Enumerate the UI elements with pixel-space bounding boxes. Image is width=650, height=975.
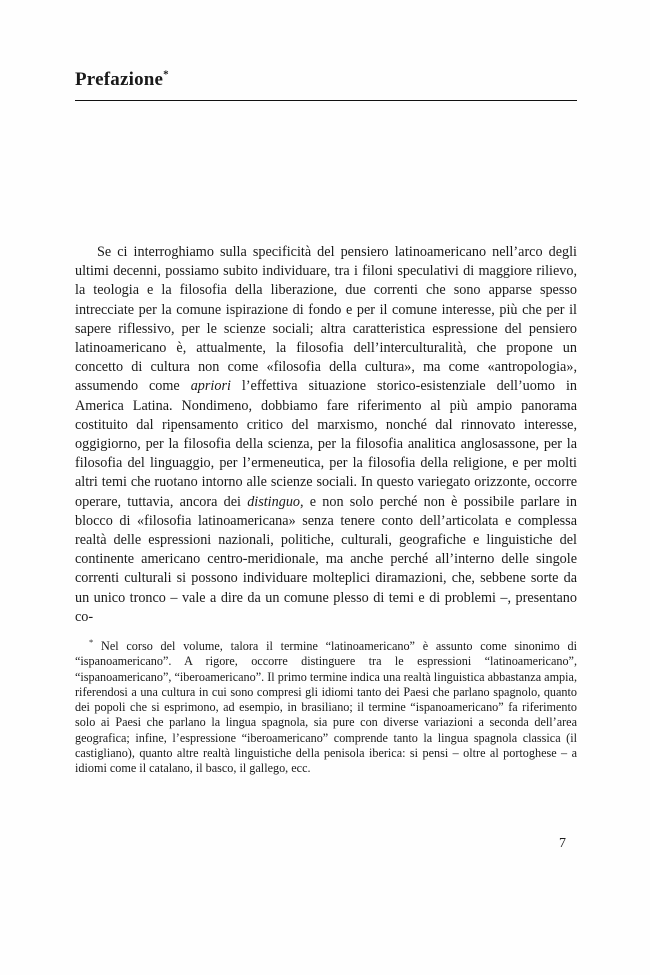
body-segment-italic: apriori [190,378,231,395]
body-segment: Se ci interroghiamo sulla specificità del pensiero latinoamericano nell’arco degli ultimi decenni, possiamo subito individuare, tra i filoni speculativi di maggiore rilievo, la teologia e la filosofia della liberazione, due correnti che sono apparse spesso intrecciate per la comune ispirazione di fondo e per il comune interesse, più che per il sapere riflessivo, per le scienze sociali; altra caratteristica espressione del pensiero latinoamericano è, attualmente, la filosofia dell’interculturalità, che propone un concetto di cultura non come «filosofia della cultura», ma come «antropologia», assumendo come [75,243,577,395]
footnote-text: Nel corso del volume, talora il termine “latinoamericano” è assunto come sinonimo di “ispanoamericano”. A rigore, occorre distinguere tra le espressioni “latinoamericano”, “ispanoamericano”, “iberoamericano”. Il primo termine indica una realtà linguistica abbastanza ampia, riferendosi a una cultura in cui sono compresi gli idiomi tanto dei Paesi che parlano spagnolo, quanto dei popoli che si esprimono, ad esempio, in brasiliano; il termine “ispanoamericano” fa riferimento solo ai Paesi che parlano la lingua spagnola, sia pure con diverse variazioni a seconda dell’area geografica; infine, l’espressione “iberoamericano” comprende tanto la lingua spagnola classica (il castigliano), quanto altre realtà linguistiche della penisola iberica: si pensi – oltre al portoghese – a idiomi come il catalano, il basco, il gallego, ecc. [75,638,577,776]
title-footnote-mark: * [163,68,169,81]
page-title [75,70,577,91]
body-segment: , e non solo perché non è possibile parlare in blocco di «filosofia latinoamericana» senza tenere conto dell’articolata e complessa realtà delle espressioni nazionali, politiche, culturali, geografiche e linguistiche del continente americano centro-meridionale, ma anche perché all’interno delle singole correnti culturali si possono individuare molteplici diramazioni, che, sebbene sorte da un unico tronco – vale a dire da un comune plesso di temi e di problemi –, presentano co- [75,493,577,625]
footnote-marker: * [89,636,94,647]
page-number: 7 [559,836,566,851]
body-segment-italic: distinguo [247,493,301,510]
footnote [75,636,577,777]
title-block [75,70,577,101]
body-segment: l’effettiva situazione storico-esistenziale dell’uomo in America Latina. Nondimeno, dobbiamo fare riferimento al più ampio panorama costituito dal ripensamento critico del marxismo, nonché dal rinnovato interesse, oggigiorno, per la filosofia della scienza, per la filosofia analitica anglosassone, per la filosofia del linguaggio, per l’ermeneutica, per la filosofia della religione, e per molti altri temi che ruotano intorno alle scienze sociali. In questo variegato orizzonte, occorre operare, tuttavia, ancora dei [75,378,577,510]
page-title-text: Prefazione [75,69,164,90]
body-paragraph [75,243,577,627]
